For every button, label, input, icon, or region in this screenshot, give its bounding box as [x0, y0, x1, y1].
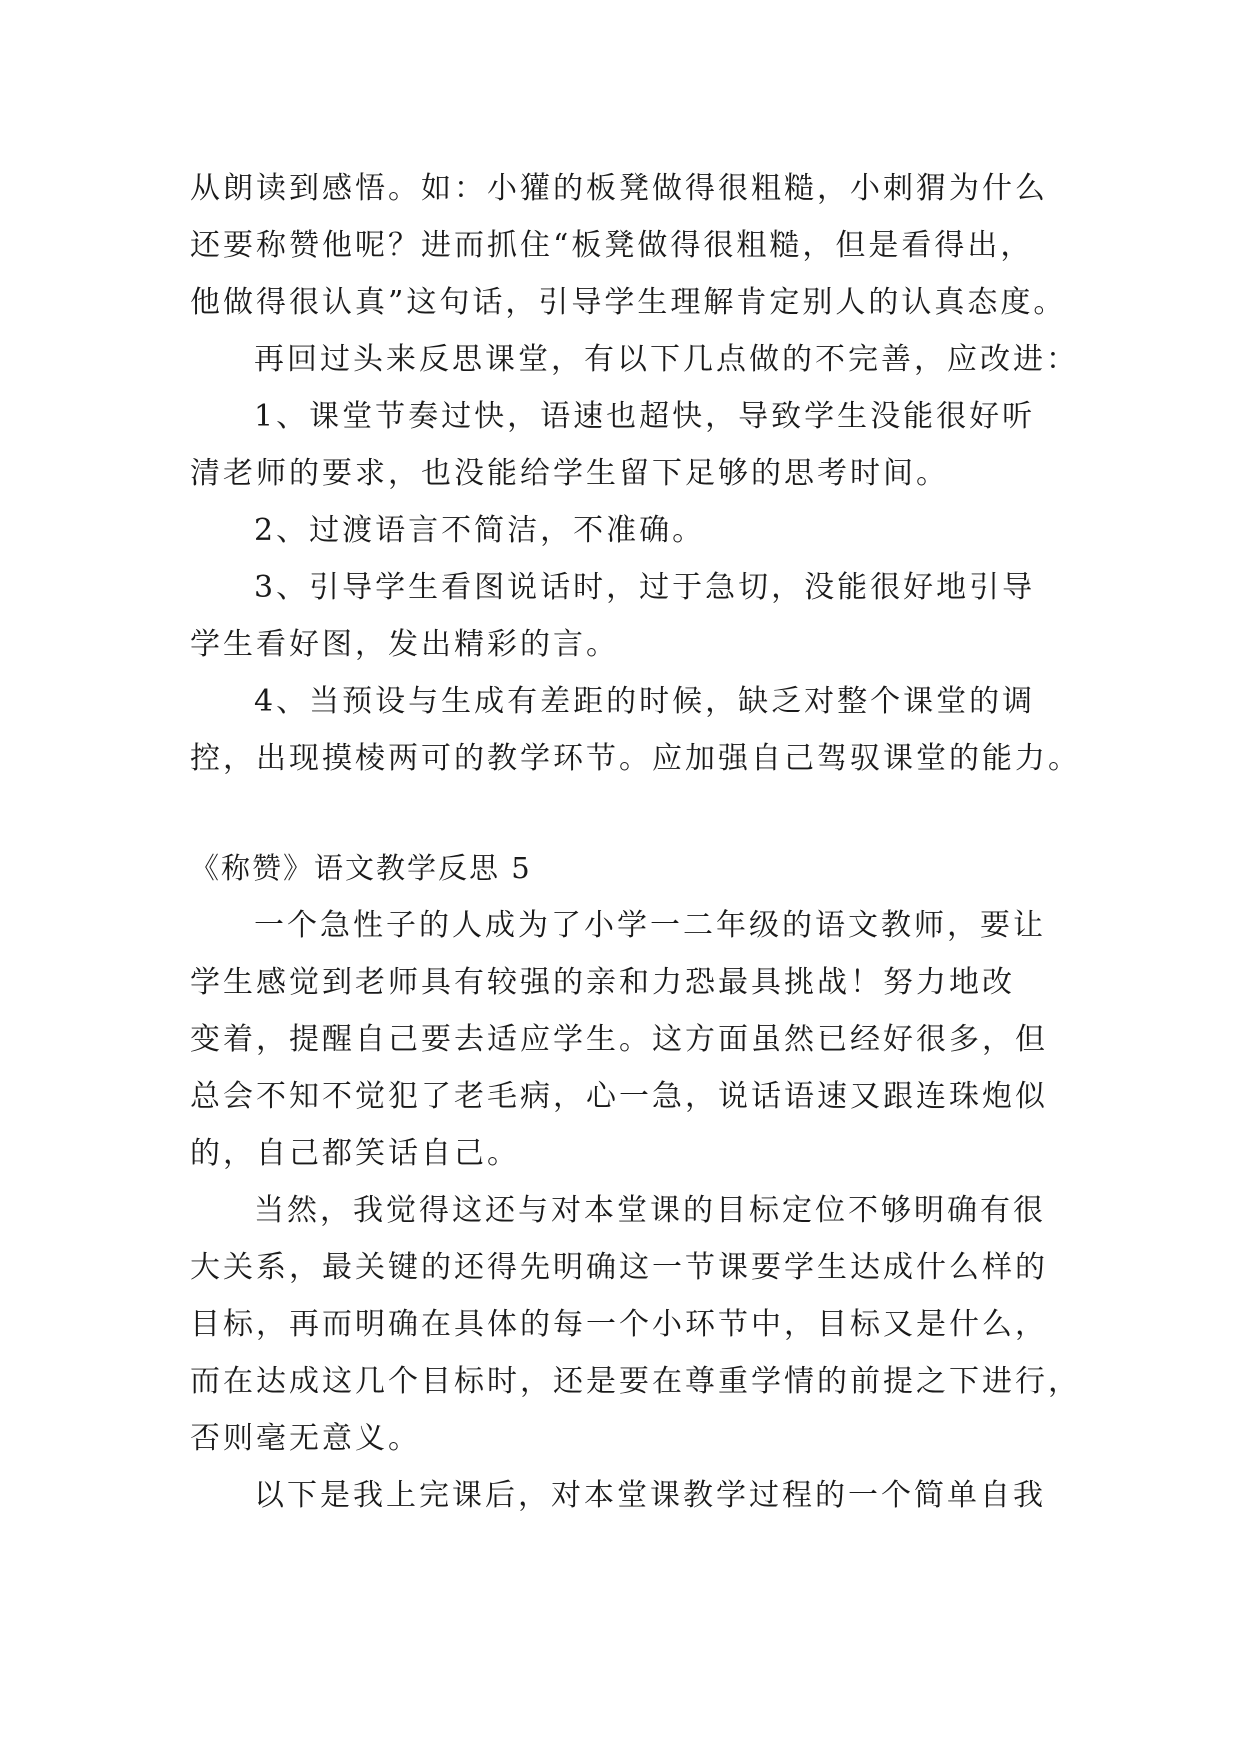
paragraph-3: [190, 1467, 1050, 1524]
list-item-1: [190, 388, 1050, 502]
text-line: 否则毫无意义。: [190, 1421, 421, 1456]
text-line: 学生感觉到老师具有较强的亲和力恐最具挑战！努力地改: [190, 965, 1015, 1000]
text-line: 而在达成这几个目标时，还是要在尊重学情的前提之下进行，: [190, 1364, 1081, 1399]
text-line: 还要称赞他呢？进而抓住“板凳做得很粗糙，但是看得出，: [190, 228, 1034, 263]
text-line: 大关系，最关键的还得先明确这一节课要学生达成什么样的: [190, 1250, 1048, 1285]
text-line: 从朗读到感悟。如：小獾的板凳做得很粗糙，小刺猬为什么: [190, 171, 1048, 206]
document-body: [190, 160, 1081, 1524]
text-line: 4、当预设与生成有差距的时候，缺乏对整个课堂的调: [254, 684, 1036, 719]
list-item-4: [190, 673, 1081, 787]
text-line: 的，自己都笑话自己。: [190, 1136, 520, 1171]
section-title: 《称赞》语文教学反思 5: [190, 851, 532, 885]
list-item-2: [190, 502, 1050, 559]
list-item-3: [190, 559, 1050, 673]
text-line: 他做得很认真”这句话，引导学生理解肯定别人的认真态度。: [190, 285, 1067, 320]
text-line: 学生看好图，发出精彩的言。: [190, 627, 619, 662]
text-line: 变着，提醒自己要去适应学生。这方面虽然已经好很多，但: [190, 1022, 1048, 1057]
text-line: 1、课堂节奏过快，语速也超快，导致学生没能很好听: [254, 399, 1036, 434]
text-line: 一个急性子的人成为了小学一二年级的语文教师，要让: [254, 908, 1046, 943]
paragraph-1: [190, 897, 1050, 1182]
text-line: 再回过头来反思课堂，有以下几点做的不完善，应改进：: [254, 342, 1079, 377]
text-line: 目标，再而明确在具体的每一个小环节中，目标又是什么，: [190, 1307, 1048, 1342]
paragraph-reflect-intro: [190, 331, 1079, 388]
text-line: 以下是我上完课后，对本堂课教学过程的一个简单自我: [254, 1478, 1046, 1513]
text-line: 总会不知不觉犯了老毛病，心一急，说话语速又跟连珠炮似: [190, 1079, 1048, 1114]
paragraph-continuation: [190, 160, 1067, 331]
text-line: 清老师的要求，也没能给学生留下足够的思考时间。: [190, 456, 949, 491]
text-line: 控，出现摸棱两可的教学环节。应加强自己驾驭课堂的能力。: [190, 741, 1081, 776]
text-line: 当然，我觉得这还与对本堂课的目标定位不够明确有很: [254, 1193, 1046, 1228]
text-line: 3、引导学生看图说话时，过于急切，没能很好地引导: [254, 570, 1036, 605]
paragraph-2: [190, 1182, 1081, 1467]
text-line: 2、过渡语言不简洁，不准确。: [254, 513, 706, 548]
